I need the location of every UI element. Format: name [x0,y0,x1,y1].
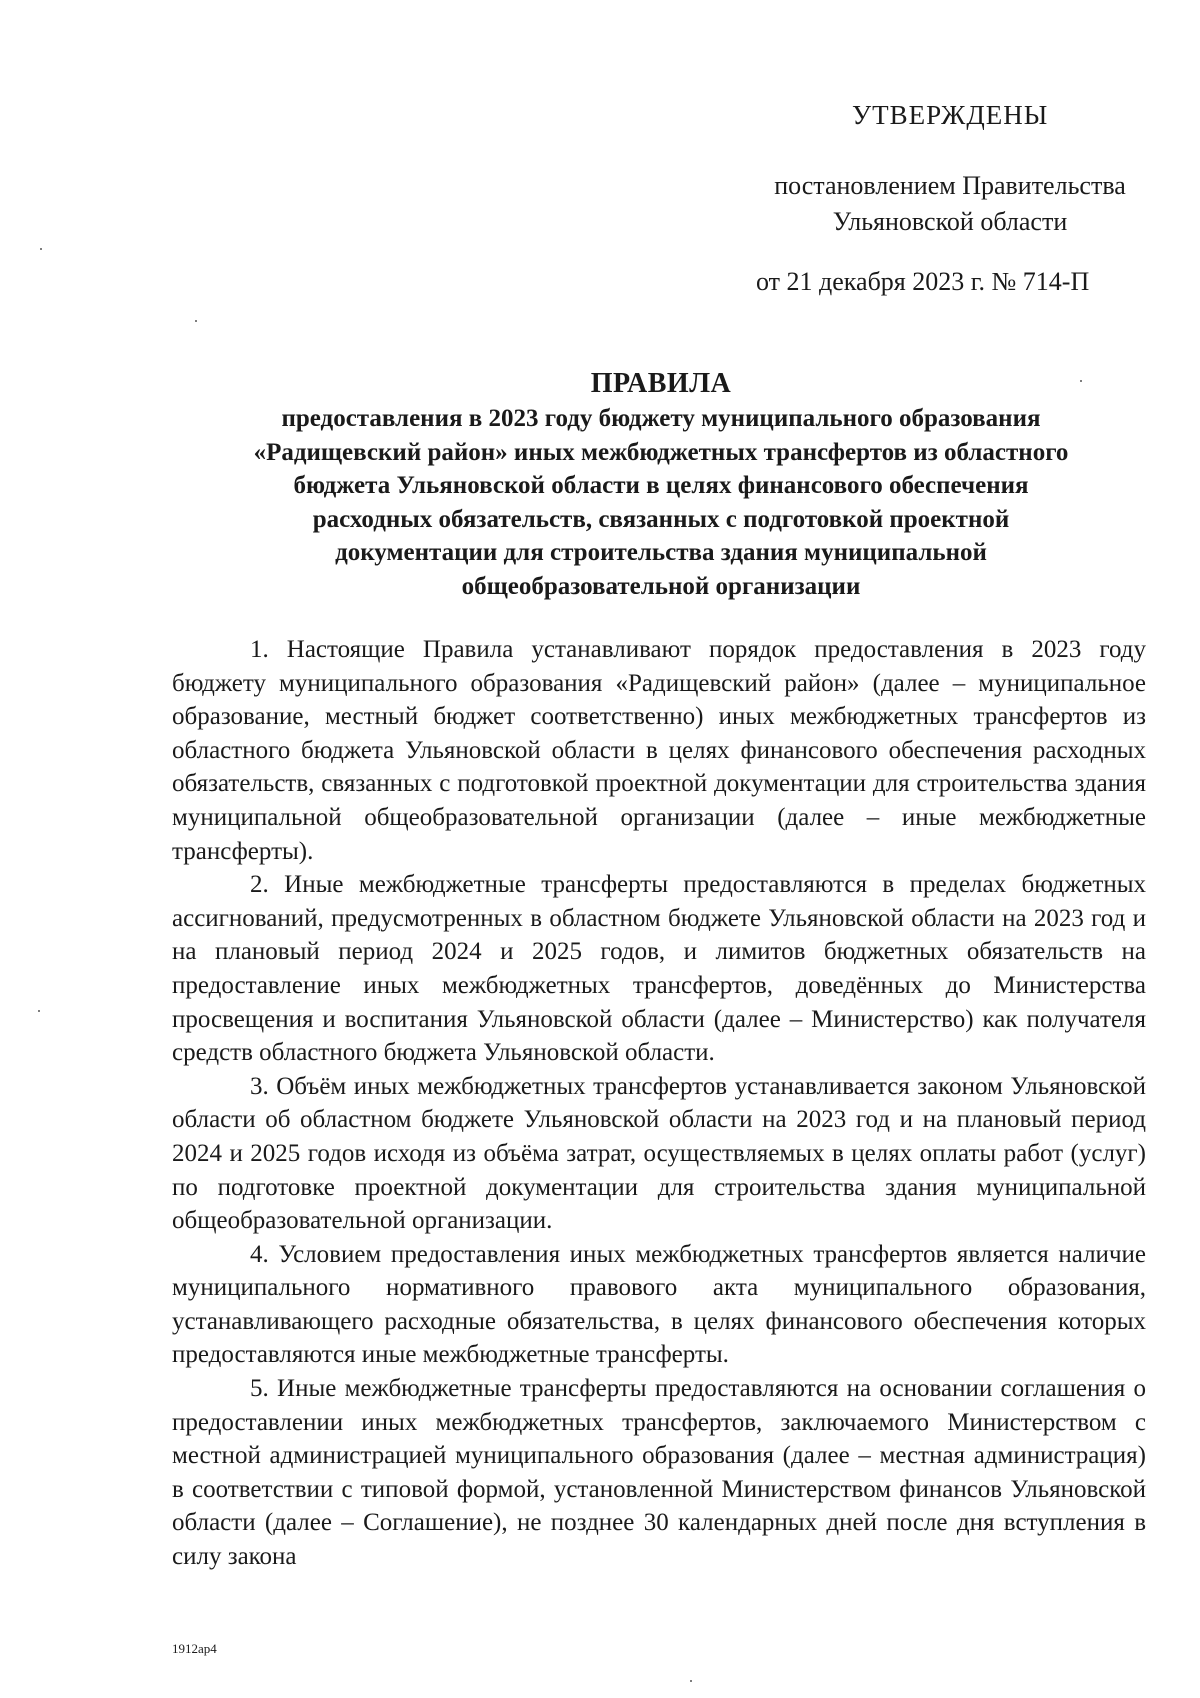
paragraph-1: 1. Настоящие Правила устанавливают порядок предоставления в 2023 году бюджету муниципального образования «Радищевский район» (далее – муниципальное образование, местный бюджет соответственно) иных межбюджетных трансфертов из областного бюджета Ульяновской области в целях финансового обеспечения расходных обязательств, связанных с подготовкой проектной документации для строительства здания муниципальной общеобразовательной организации (далее – иные межбюджетные трансферты). [172,636,1146,865]
paragraph-2: 2. Иные межбюджетные трансферты предоставляются в пределах бюджетных ассигнований, предусмотренных в областном бюджете Ульяновской области на 2023 год и на плановый период 2024 и 2025 годов, и лимитов бюджетных обязательств на предоставление иных межбюджетных трансфертов, доведённых до Министерства просвещения и воспитания Ульяновской области (далее – Министерство) как получателя средств областного бюджета Ульяновской области. [172,871,1146,1067]
scan-speck [38,1010,40,1012]
scan-speck [40,248,42,250]
document-title-block [160,366,1162,604]
paragraph-5: 5. Иные межбюджетные трансферты предоставляются на основании соглашения о предоставлении иных межбюджетных трансфертов, заключаемого Министерством с местной администрацией муниципального образования (далее – местная администрация) в соответствии с типовой формой, установленной Министерством финансов Ульяновской области (далее – Соглашение), не позднее 30 календарных дней после дня вступления в силу закона [172,1375,1146,1571]
document-code: 1912ap4 [172,1641,217,1656]
document-body [172,633,1146,1574]
approved-by-text: постановлением Правительства Ульяновской области [774,171,1126,236]
document-title: ПРАВИЛА [590,368,732,399]
scan-speck [690,1680,692,1682]
scan-speck [195,320,197,322]
document-subtitle: предоставления в 2023 году бюджету муниципального образования «Радищевский район» иных межбюджетных трансфертов из областного бюджета Ульяновской области в целях финансового обеспечения расходных обязательств, связанных с подготовкой проектной документации для строительства здания муниципальной общеобразовательной организации [253,405,1069,600]
scan-speck [1080,380,1082,382]
resolution-date-number: от 21 декабря 2023 г. № 714-П [756,267,1090,296]
paragraph-4: 4. Условием предоставления иных межбюджетных трансфертов является наличие муниципального нормативного правового акта муниципального образования, устанавливающего расходные обязательства, в целях финансового обеспечения которых предоставляются иные межбюджетные трансферты. [172,1240,1146,1369]
paragraph-3: 3. Объём иных межбюджетных трансфертов устанавливается законом Ульяновской области об областном бюджете Ульяновской области на 2023 год и на плановый период 2024 и 2025 годов исходя из объёма затрат, осуществляемых в целях оплаты работ (услуг) по подготовке проектной документации для строительства здания муниципальной общеобразовательной организации. [172,1072,1146,1235]
approved-heading: УТВЕРЖДЕНЫ [852,100,1049,130]
